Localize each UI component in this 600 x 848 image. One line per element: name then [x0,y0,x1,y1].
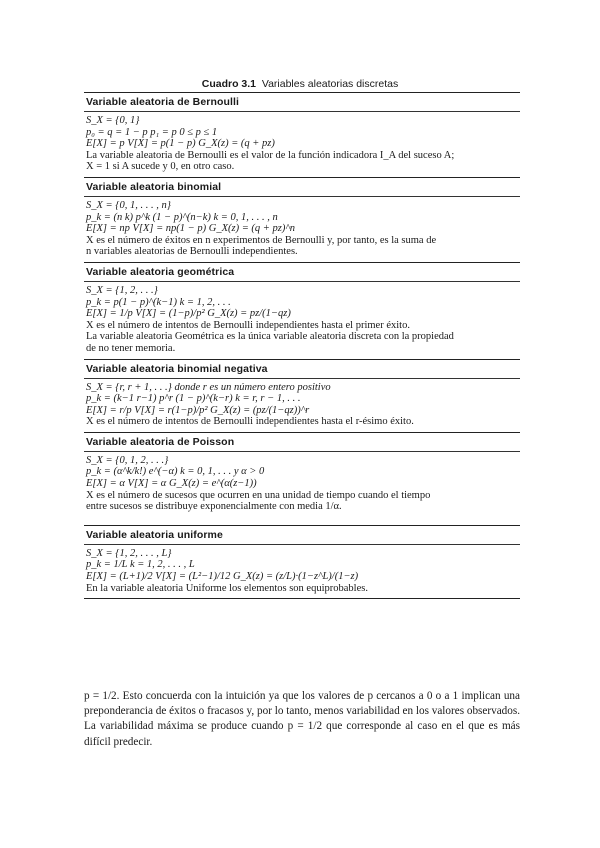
caption-label: Cuadro 3.1 [201,78,257,90]
pmf-line: p_k = (α^k/k!) e^(−α) k = 0, 1, . . . y α > 0 [86,466,265,478]
section-uniform [84,525,520,599]
section-geometric [84,262,520,359]
section-title: Variable aleatoria geométrica [86,265,235,278]
section-title: Variable aleatoria binomial [86,180,222,193]
support-line: S_X = {0, 1, . . . , n} [86,199,171,211]
section-binomial [84,177,520,262]
support-line: S_X = {1, 2, . . . , L} [86,547,172,559]
caption-title: Variables aleatorias discretas [261,78,399,90]
section-title: Variable aleatoria de Poisson [86,435,235,448]
distribution-table [84,92,520,599]
section-poisson [84,432,520,517]
description-line: n variables aleatorias de Bernoulli independientes. [86,246,298,258]
section-negative-binomial [84,359,520,432]
description-line: X es el número de sucesos que ocurren en una unidad de tiempo cuando el tiempo [86,489,431,501]
description-line: X es el número de intentos de Bernoulli independientes hasta el r-ésimo éxito. [86,416,414,428]
section-bernoulli [84,92,520,177]
description-line: X = 1 si A sucede y 0, en otro caso. [86,161,235,173]
moments-line: E[X] = (L+1)/2 V[X] = (L²−1)/12 G_X(z) = (z/L)·(1−z^L)/(1−z) [86,571,359,583]
pmf-line: p₀ = q = 1 − p p₁ = p 0 ≤ p ≤ 1 [86,126,218,138]
table-caption [0,78,600,90]
description-line: La variable aleatoria Geométrica es la única variable aleatoria discreta con la propiedad [86,331,454,343]
section-title: Variable aleatoria de Bernoulli [86,96,240,108]
section-title: Variable aleatoria binomial negativa [86,362,268,375]
moments-line: E[X] = np V[X] = np(1 − p) G_X(z) = (q + pz)^n [86,223,296,235]
support-line: S_X = {r, r + 1, . . .} donde r es un número entero positivo [86,381,331,393]
description-line: X es el número de intentos de Bernoulli independientes hasta el primer éxito. [86,319,410,331]
body-paragraph: p = 1/2. Esto concuerda con la intuición ya que los valores de p cercanos a 0 o a 1 implican una preponderancia de éxitos o fracasos y, por lo tanto, menos variabilidad en los valores observados. La variabilidad máxima se produce cuando p = 1/2 que corresponde al caso en el que es más difícil predecir. [84,690,520,748]
support-line: S_X = {0, 1, 2, . . .} [86,454,169,466]
moments-line: E[X] = 1/p V[X] = (1−p)/p² G_X(z) = pz/(1−qz) [86,308,291,320]
description-line: X es el número de éxitos en n experimentos de Bernoulli y, por tanto, es la suma de [86,234,437,246]
pmf-line: p_k = (k−1 r−1) p^r (1 − p)^(k−r) k = r, r − 1, . . . [86,393,301,405]
pmf-line: p_k = 1/L k = 1, 2, . . . , L [86,559,195,571]
description-line: La variable aleatoria de Bernoulli es el valor de la función indicadora I_A del suceso A; [86,149,455,161]
moments-line: E[X] = α V[X] = α G_X(z) = e^(α(z−1)) [86,478,257,490]
description-line: En la variable aleatoria Uniforme los elementos son equiprobables. [86,582,368,594]
support-line: S_X = {0, 1} [86,115,140,126]
moments-line: E[X] = p V[X] = p(1 − p) G_X(z) = (q + pz) [86,138,275,150]
description-line: de no tener memoria. [86,342,176,354]
description-line: entre sucesos se distribuye exponencialmente con media 1/α. [86,501,342,513]
pmf-line: p_k = p(1 − p)^(k−1) k = 1, 2, . . . [86,296,231,308]
support-line: S_X = {1, 2, . . .} [86,284,158,296]
section-title: Variable aleatoria uniforme [86,528,223,541]
moments-line: E[X] = r/p V[X] = r(1−p)/p² G_X(z) = (pz/(1−qz))^r [86,404,310,416]
pmf-line: p_k = (n k) p^k (1 − p)^(n−k) k = 0, 1, . . . , n [86,211,278,223]
